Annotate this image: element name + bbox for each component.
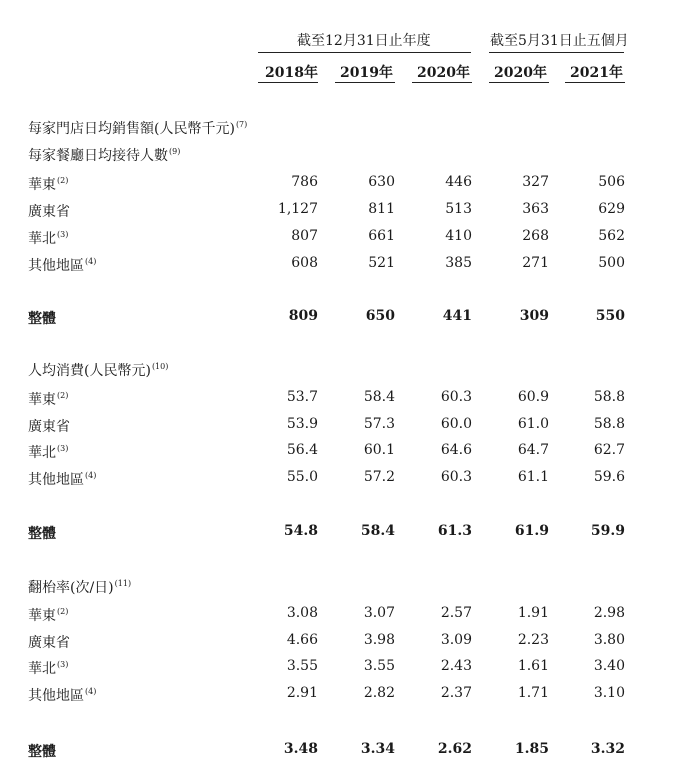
- total-cell: 3.32: [590, 741, 625, 757]
- total-cell: 809: [288, 308, 318, 324]
- table-cell: 1.71: [517, 685, 549, 701]
- table-cell: 57.2: [363, 469, 395, 485]
- footnote-marker: (3): [57, 444, 69, 453]
- table-cell: 61.0: [517, 416, 549, 432]
- table-cell: 811: [368, 201, 395, 217]
- table-cell: 3.55: [286, 658, 318, 674]
- table-cell: 2.23: [517, 632, 549, 648]
- table-cell: 385: [445, 255, 472, 271]
- row-label-text: 廣東省: [28, 635, 70, 651]
- total-row-label: 整體: [28, 311, 56, 327]
- table-cell: 2.43: [440, 658, 472, 674]
- row-label: [28, 416, 70, 436]
- table-cell: 60.3: [440, 469, 472, 485]
- footnote-marker: (3): [57, 660, 69, 669]
- table-cell: 62.7: [593, 442, 625, 458]
- header-group-rule-five-months: [489, 52, 624, 53]
- table-cell: 1,127: [277, 201, 318, 217]
- table-cell: 521: [368, 255, 395, 271]
- year-rule-2020: [412, 82, 472, 83]
- row-label: [28, 605, 68, 625]
- table-cell: 807: [291, 228, 318, 244]
- total-cell: 441: [442, 308, 472, 324]
- total-cell: 550: [595, 308, 625, 324]
- table-cell: 786: [291, 174, 318, 190]
- year-rule-2018: [258, 82, 318, 83]
- total-cell: 2.62: [437, 741, 472, 757]
- row-label: [28, 469, 96, 489]
- table-cell: 2.57: [440, 605, 472, 621]
- table-cell: 513: [445, 201, 472, 217]
- table-cell: 53.9: [286, 416, 318, 432]
- table-cell: 60.1: [363, 442, 395, 458]
- row-label-text: 華東: [28, 177, 56, 193]
- row-label: [28, 228, 68, 248]
- footnote-marker: (4): [85, 687, 97, 696]
- row-label-text: 華東: [28, 608, 56, 624]
- table-cell: 60.3: [440, 389, 472, 405]
- footnote-marker: (3): [57, 230, 69, 239]
- table-cell: 60.0: [440, 416, 472, 432]
- table-cell: 3.55: [363, 658, 395, 674]
- year-header-2020-five-months: 2020年: [494, 65, 547, 81]
- row-label: [28, 685, 96, 705]
- section-title-daily-sales: 每家門店日均銷售額(人民幣千元)$^{(7)}$: [28, 120, 248, 137]
- header-group-five-months: 截至5月31日止五個月: [490, 33, 629, 49]
- footnote-marker: (4): [85, 257, 97, 266]
- table-cell: 3.08: [286, 605, 318, 621]
- total-cell: 3.48: [283, 741, 318, 757]
- row-label: [28, 389, 68, 409]
- table-cell: 327: [522, 174, 549, 190]
- section-subtitle-daily-guests: 每家餐廳日均接待人數$^{(9)}$: [28, 147, 181, 164]
- year-header-2020: 2020年: [417, 65, 470, 81]
- footnote-marker: (4): [85, 471, 97, 480]
- row-label-text: 其他地區: [28, 688, 84, 704]
- table-cell: 3.40: [593, 658, 625, 674]
- table-cell: 56.4: [286, 442, 318, 458]
- total-row-label: 整體: [28, 744, 56, 760]
- total-cell: 58.4: [360, 523, 395, 539]
- table-cell: 64.7: [517, 442, 549, 458]
- row-label-text: 華北: [28, 445, 56, 461]
- total-cell: 1.85: [514, 741, 549, 757]
- header-group-full-year: 截至12月31日止年度: [297, 33, 431, 49]
- table-cell: 1.61: [517, 658, 549, 674]
- row-label-text: 其他地區: [28, 472, 84, 488]
- row-label-text: 華北: [28, 231, 56, 247]
- table-cell: 3.07: [363, 605, 395, 621]
- section-title-spending-per-guest: 人均消費(人民幣元)$^{(10)}$: [28, 362, 169, 379]
- table-cell: 562: [598, 228, 625, 244]
- table-cell: 268: [522, 228, 549, 244]
- total-cell: 61.9: [514, 523, 549, 539]
- footnote-marker: (2): [57, 176, 69, 185]
- footnote-marker: (11): [114, 579, 132, 588]
- row-label-text: 其他地區: [28, 258, 84, 274]
- row-label-text: 廣東省: [28, 419, 70, 435]
- year-header-2019: 2019年: [340, 65, 393, 81]
- table-cell: 55.0: [286, 469, 318, 485]
- row-label-text: 華北: [28, 661, 56, 677]
- header-group-rule-full-year: [258, 52, 471, 53]
- table-cell: 57.3: [363, 416, 395, 432]
- table-cell: 3.98: [363, 632, 395, 648]
- table-cell: 363: [522, 201, 549, 217]
- table-cell: 3.09: [440, 632, 472, 648]
- year-rule-2020-five-months: [489, 82, 549, 83]
- row-label-text: 華東: [28, 392, 56, 408]
- footnote-marker: (2): [57, 607, 69, 616]
- row-label: [28, 174, 68, 194]
- table-cell: 608: [291, 255, 318, 271]
- total-cell: 61.3: [437, 523, 472, 539]
- table-cell: 2.91: [286, 685, 318, 701]
- row-label: [28, 201, 70, 221]
- table-cell: 271: [522, 255, 549, 271]
- table-cell: 506: [598, 174, 625, 190]
- table-cell: 3.10: [593, 685, 625, 701]
- table-cell: 59.6: [593, 469, 625, 485]
- row-label: [28, 442, 68, 462]
- table-cell: 630: [368, 174, 395, 190]
- total-cell: 54.8: [283, 523, 318, 539]
- table-cell: 1.91: [517, 605, 549, 621]
- table-cell: 446: [445, 174, 472, 190]
- total-cell: 3.34: [360, 741, 395, 757]
- year-rule-2021-five-months: [565, 82, 625, 83]
- table-cell: 629: [598, 201, 625, 217]
- table-cell: 58.8: [593, 389, 625, 405]
- table-cell: 500: [598, 255, 625, 271]
- row-label-text: 廣東省: [28, 204, 70, 220]
- table-cell: 2.82: [363, 685, 395, 701]
- table-cell: 60.9: [517, 389, 549, 405]
- footnote-marker: (7): [235, 120, 248, 129]
- section-title-table-turnover: 翻枱率(次/日)$^{(11)}$: [28, 579, 132, 596]
- table-cell: 410: [445, 228, 472, 244]
- year-rule-2019: [335, 82, 395, 83]
- total-cell: 650: [365, 308, 395, 324]
- table-cell: 3.80: [593, 632, 625, 648]
- footnote-marker: (2): [57, 391, 69, 400]
- table-cell: 61.1: [517, 469, 549, 485]
- table-cell: 58.4: [363, 389, 395, 405]
- footnote-marker: (9): [169, 147, 181, 156]
- year-header-2018: 2018年: [265, 65, 318, 81]
- table-cell: 661: [368, 228, 395, 244]
- row-label: [28, 255, 96, 275]
- table-cell: 53.7: [286, 389, 318, 405]
- table-cell: 2.98: [593, 605, 625, 621]
- total-cell: 309: [519, 308, 549, 324]
- footnote-marker: (10): [151, 362, 169, 371]
- row-label: [28, 658, 68, 678]
- table-cell: 64.6: [440, 442, 472, 458]
- table-cell: 58.8: [593, 416, 625, 432]
- year-header-2021-five-months: 2021年: [570, 65, 623, 81]
- total-cell: 59.9: [590, 523, 625, 539]
- table-cell: 4.66: [286, 632, 318, 648]
- table-cell: 2.37: [440, 685, 472, 701]
- row-label: [28, 632, 70, 652]
- total-row-label: 整體: [28, 526, 56, 542]
